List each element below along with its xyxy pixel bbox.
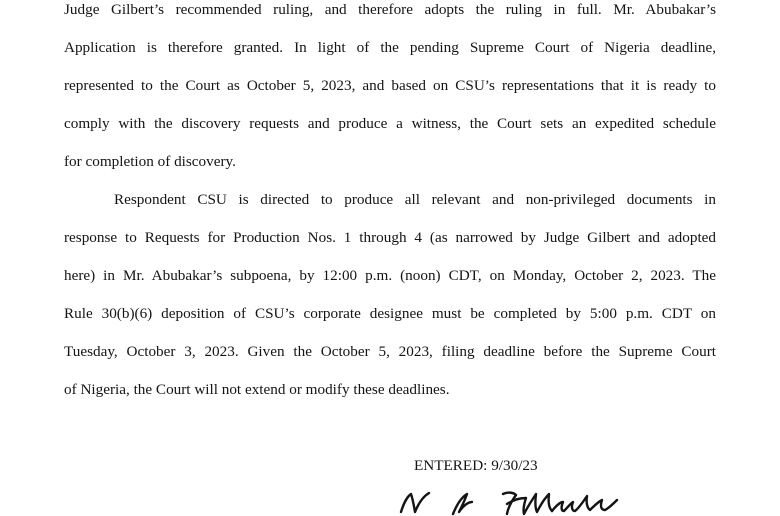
paragraph-line: Application is therefore granted. In light of the pending Supreme Court of Nigeria deadline, [64, 39, 716, 56]
paragraph-line: Tuesday, October 3, 2023. Given the October 5, 2023, filing deadline before the Supreme Court [64, 343, 716, 360]
judge-signature [395, 488, 655, 516]
paragraph-line: Rule 30(b)(6) deposition of CSU’s corporate designee must be completed by 5:00 p.m. CDT on [64, 305, 716, 322]
signature-graphic [395, 488, 655, 516]
signature-strokes [401, 493, 617, 514]
paragraph-line: Respondent CSU is directed to produce all relevant and non-privileged documents in [114, 191, 716, 208]
paragraph-line: represented to the Court as October 5, 2023, and based on CSU’s representations that it is ready to [64, 77, 716, 94]
paragraph-line: for completion of discovery. [64, 153, 236, 170]
paragraph-line: comply with the discovery requests and produce a witness, the Court sets an expedited schedule [64, 115, 716, 132]
paragraph-line: response to Requests for Production Nos. 1 through 4 (as narrowed by Judge Gilbert and adopted [64, 229, 716, 246]
entered-date: ENTERED: 9/30/23 [414, 457, 538, 474]
paragraph-line: of Nigeria, the Court will not extend or modify these deadlines. [64, 381, 450, 398]
paragraph-line: Judge Gilbert’s recommended ruling, and therefore adopts the ruling in full. Mr. Abubakar’s [64, 1, 716, 18]
paragraph-line: here) in Mr. Abubakar’s subpoena, by 12:00 p.m. (noon) CDT, on Monday, October 2, 2023. The [64, 267, 716, 284]
